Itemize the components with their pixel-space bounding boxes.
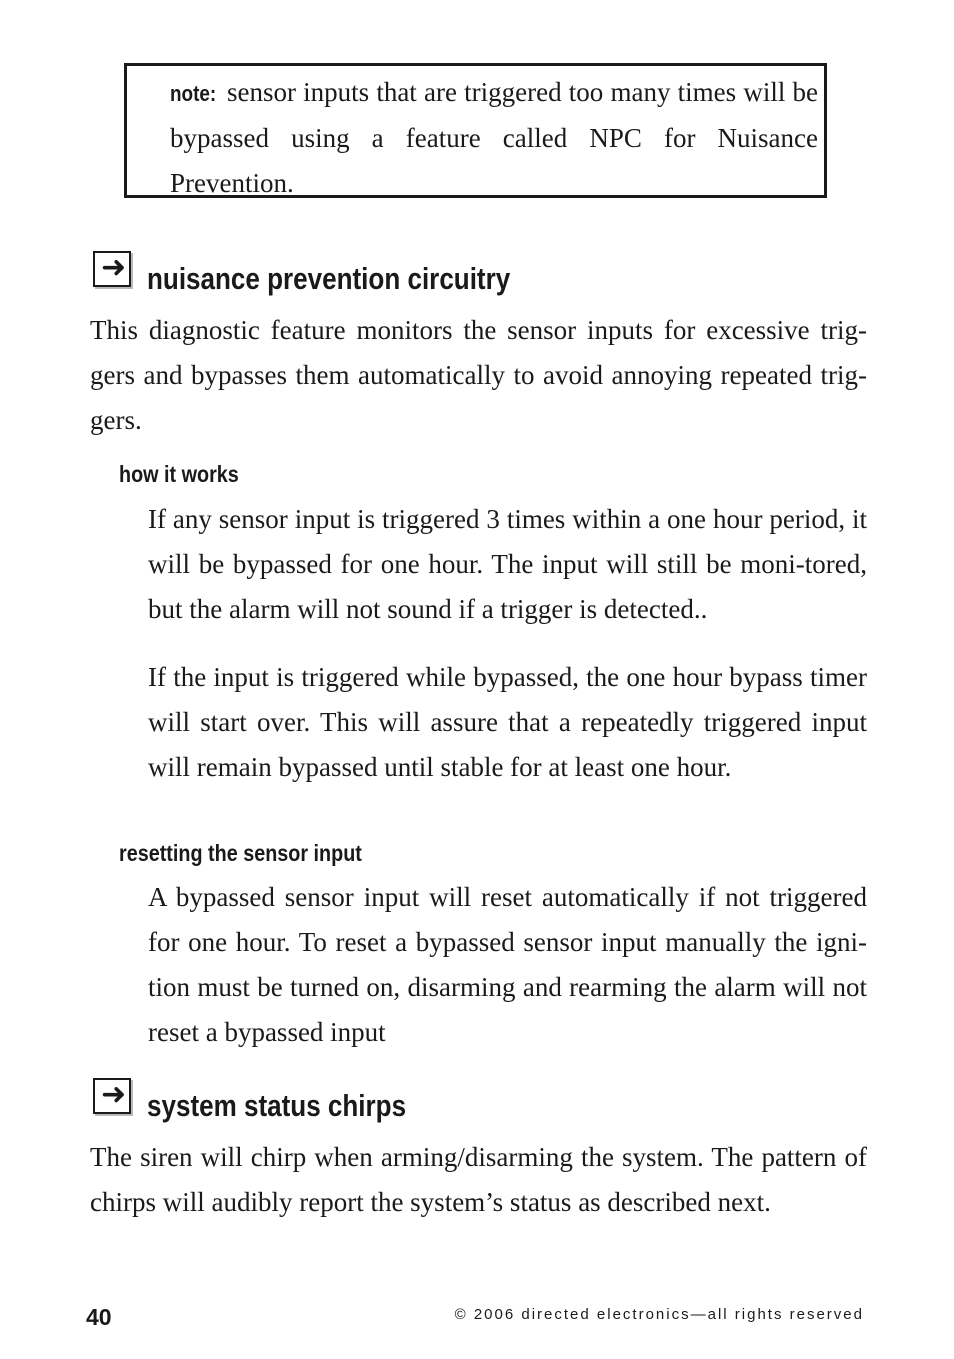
right-arrow-icon: ➜ <box>101 250 127 285</box>
subheading-resetting: resetting the sensor input <box>119 840 362 866</box>
arrow-box-icon <box>93 1078 131 1114</box>
how-it-works-paragraph-2: If the input is triggered while bypassed, the one hour bypass timer will start over. This will assure that a repeatedly triggered input will remain bypassed until stable for at least one hour. <box>148 662 867 782</box>
section-intro-paragraph: The siren will chirp when arming/disarming the system. The pattern of chirps will audibly report the system’s status as described next. <box>90 1142 867 1217</box>
note-box <box>124 63 827 198</box>
page-number: 40 <box>86 1304 112 1330</box>
section-intro-paragraph: This diagnostic feature monitors the sensor inputs for excessive trig-gers and bypasses them automatically to avoid annoying repeated trig-gers. <box>90 315 867 435</box>
arrow-box-icon <box>93 251 131 287</box>
copyright-notice: © 2006 directed electronics—all rights reserved <box>454 1306 864 1323</box>
section-title: system status chirps <box>147 1088 407 1123</box>
subheading-how-it-works: how it works <box>119 461 239 487</box>
resetting-paragraph: A bypassed sensor input will reset automatically if not triggered for one hour. To reset a bypassed sensor input manually the igni-tion must be turned on, disarming and rearming the alarm will not reset a bypassed input <box>148 882 867 1047</box>
note-label: note: <box>170 81 217 106</box>
section-title: nuisance prevention circuitry <box>147 261 511 296</box>
how-it-works-paragraph-1: If any sensor input is triggered 3 times within a one hour period, it will be bypassed for one hour. The input will still be moni-tored, but the alarm will not sound if a trigger is detected.. <box>148 504 867 624</box>
note-body: sensor inputs that are triggered too many times will be bypassed using a feature called NPC for Nuisance Prevention. <box>170 77 818 198</box>
note-text <box>170 70 818 206</box>
right-arrow-icon: ➜ <box>101 1077 127 1112</box>
